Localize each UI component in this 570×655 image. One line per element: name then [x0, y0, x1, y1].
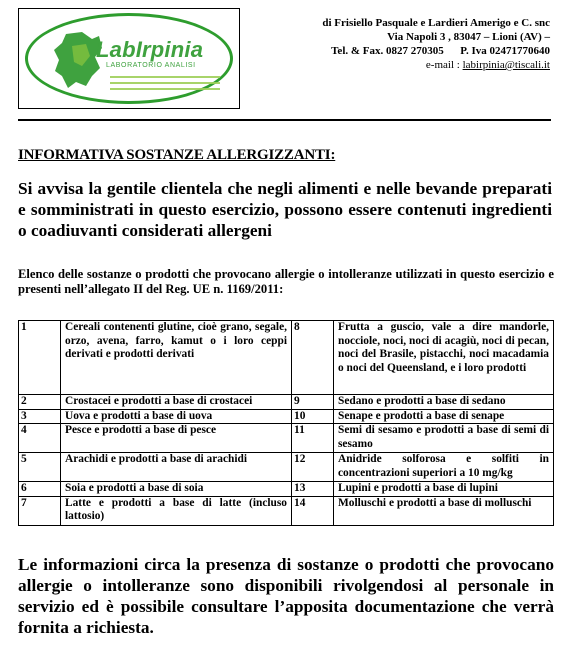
allergen-number: 5	[19, 453, 61, 482]
email-label: e-mail :	[425, 59, 460, 71]
allergen-number: 11	[292, 424, 334, 453]
table-row	[19, 321, 554, 395]
company-address: Via Napoli 3 , 83047 – Lioni (AV) –	[387, 31, 550, 43]
allergen-name: Anidride solforosa e solfiti in concentrazioni superiori a 10 mg/kg	[334, 453, 554, 482]
allergen-name: Semi di sesamo e prodotti a base di semi di sesamo	[334, 424, 554, 453]
logo-title: LabIrpinia	[96, 37, 204, 62]
allergen-number: 3	[19, 409, 61, 424]
logo-box	[18, 8, 240, 109]
table-row	[19, 395, 554, 410]
allergen-number: 7	[19, 496, 61, 525]
allergen-table	[18, 320, 554, 526]
logo-tagline: LABORATORIO ANALISI	[106, 62, 196, 69]
email-link[interactable]: labirpinia@tiscali.it	[462, 59, 550, 71]
allergen-number: 12	[292, 453, 334, 482]
table-row	[19, 409, 554, 424]
intro-paragraph: Si avvisa la gentile clientela che negli alimenti e nelle bevande preparati e somministrati in questo esercizio, possono essere contenuti ingredienti o coadiuvanti considerati allergeni	[18, 179, 552, 240]
allergen-number: 6	[19, 482, 61, 497]
allergen-name: Sedano e prodotti a base di sedano	[334, 395, 554, 410]
table-row	[19, 496, 554, 525]
table-row	[19, 424, 554, 453]
header-divider	[18, 119, 551, 121]
allergen-number: 14	[292, 496, 334, 525]
company-phone-vat: Tel. & Fax. 0827 270305 P. Iva 02471770640	[331, 45, 550, 57]
allergen-number: 13	[292, 482, 334, 497]
allergen-name: Arachidi e prodotti a base di arachidi	[61, 453, 292, 482]
closing-paragraph: Le informazioni circa la presenza di sostanze o prodotti che provocano allergie o intolleranze sono disponibili rivolgendosi al personale in servizio ed è possibile consultare l’apposita documentazione che verrà fornita a richiesta.	[18, 555, 554, 637]
table-row	[19, 453, 554, 482]
logo-fine-print	[110, 72, 220, 94]
allergen-number: 8	[292, 321, 334, 395]
allergen-name: Latte e prodotti a base di latte (incluso lattosio)	[61, 496, 292, 525]
allergen-name: Crostacei e prodotti a base di crostacei	[61, 395, 292, 410]
allergen-name: Senape e prodotti a base di senape	[334, 409, 554, 424]
company-name: di Frisiello Pasquale e Lardieri Amerigo e C. snc	[322, 17, 550, 29]
allergen-name: Uova e prodotti a base di uova	[61, 409, 292, 424]
table-row	[19, 482, 554, 497]
allergen-number: 4	[19, 424, 61, 453]
allergen-number: 2	[19, 395, 61, 410]
allergen-name: Molluschi e prodotti a base di molluschi	[334, 496, 554, 525]
allergen-name: Lupini e prodotti a base di lupini	[334, 482, 554, 497]
allergen-name: Cereali contenenti glutine, cioè grano, segale, orzo, avena, farro, kamut o i loro ceppi derivati e prodotti derivati	[61, 321, 292, 395]
company-email-line	[250, 58, 550, 72]
allergen-number: 10	[292, 409, 334, 424]
allergen-number: 1	[19, 321, 61, 395]
allergen-number: 9	[292, 395, 334, 410]
allergen-name: Pesce e prodotti a base di pesce	[61, 424, 292, 453]
allergen-name: Soia e prodotti a base di soia	[61, 482, 292, 497]
allergen-name: Frutta a guscio, vale a dire mandorle, nocciole, noci, noci di acagiù, noci di pecan, noci del Brasile, pistacchi, noci macadamia o noci del Queensland, e i loro prodotti	[334, 321, 554, 395]
company-info	[250, 16, 550, 72]
list-intro: Elenco delle sostanze o prodotti che provocano allergie o intolleranze utilizzati in questo esercizio e presenti nell’allegato II del Reg. UE n. 1169/2011:	[18, 267, 554, 296]
page-heading: INFORMATIVA SOSTANZE ALLERGIZZANTI:	[18, 147, 336, 163]
logo-ellipse	[25, 13, 233, 104]
